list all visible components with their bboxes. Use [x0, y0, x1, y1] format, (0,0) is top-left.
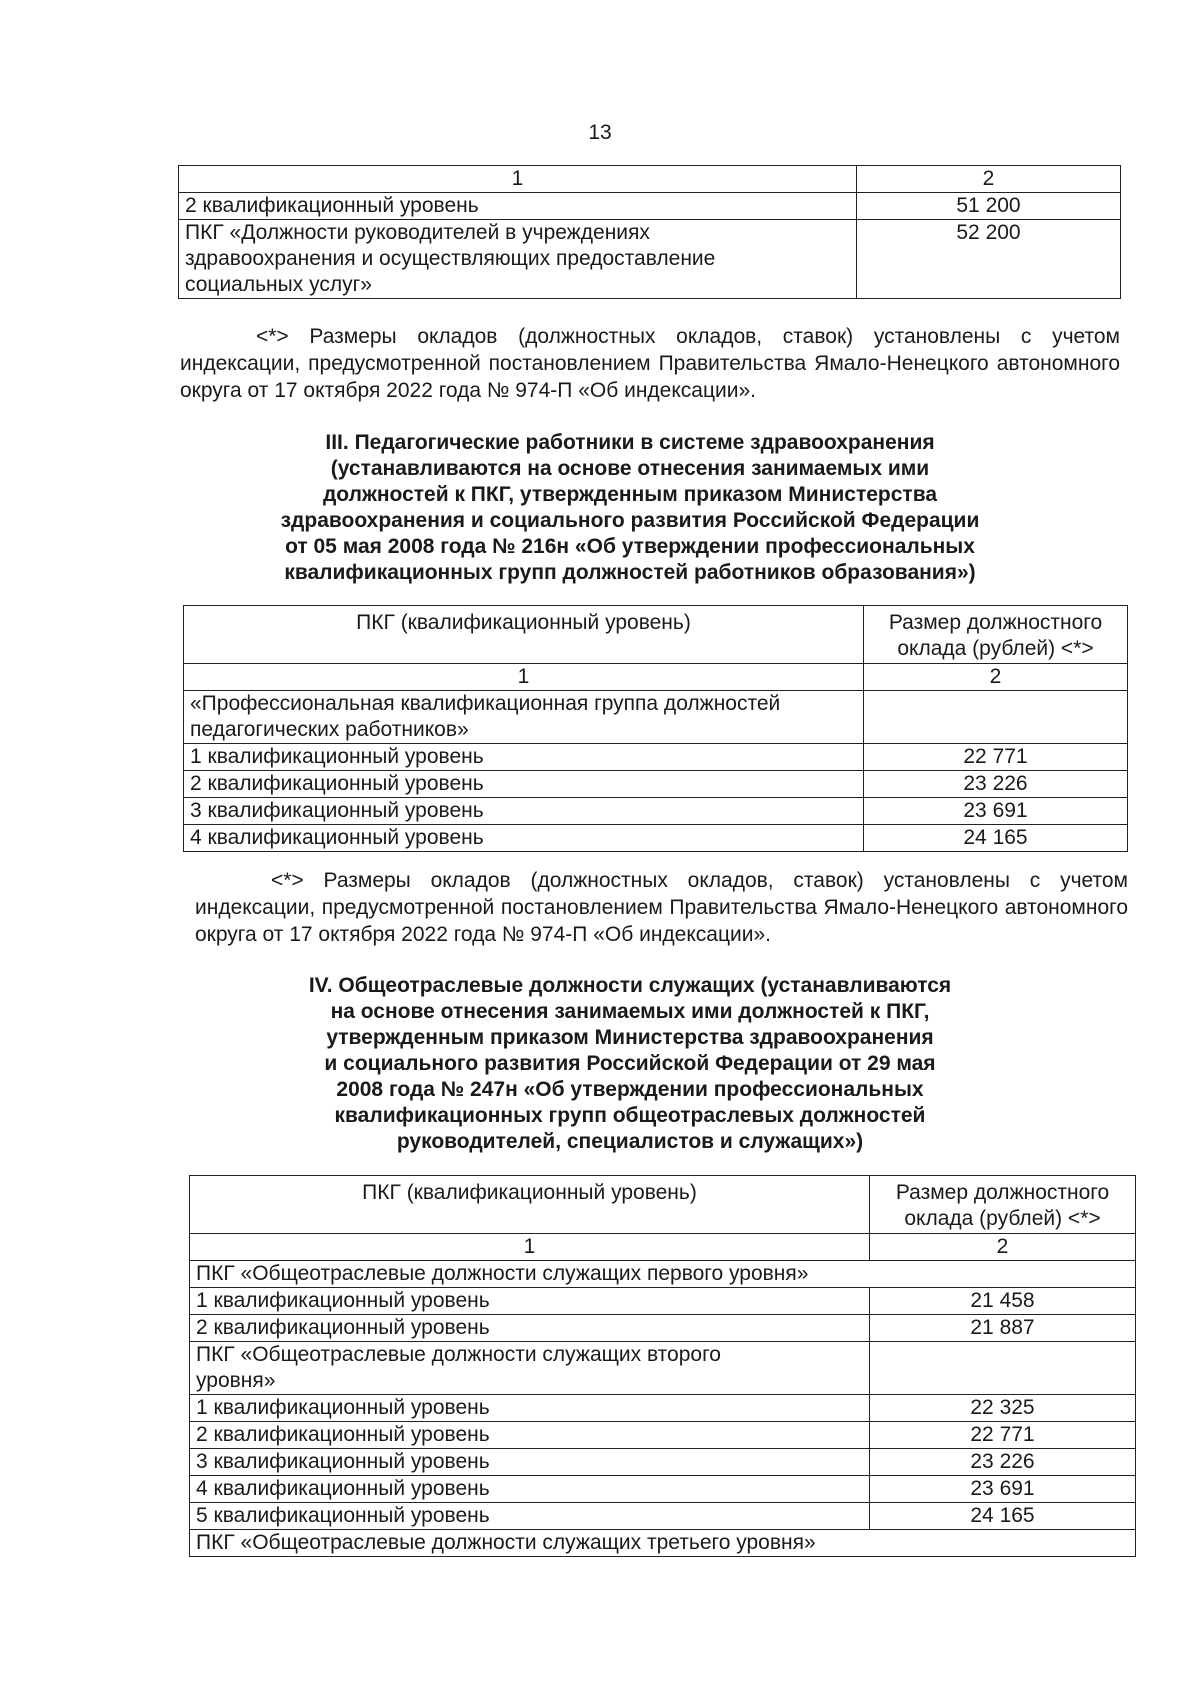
- group-label: ПКГ «Общеотраслевые должности служащих третьего уровня»: [190, 1530, 1136, 1557]
- table-row: [179, 220, 1121, 299]
- title-line: руководителей, специалистов и служащих»): [396, 1130, 864, 1153]
- table-col-number-row: [179, 166, 1121, 193]
- row-label: 2 квалификационный уровень: [184, 771, 864, 798]
- row-label: «Профессиональная квалификационная группа должностей педагогических работников»: [184, 691, 864, 744]
- title-line: квалификационных групп общеотраслевых должностей: [334, 1104, 926, 1127]
- group-row: [190, 1342, 1136, 1395]
- page-number: 13: [588, 121, 612, 144]
- general-staff-salary-table: [189, 1175, 1136, 1557]
- col-number: 1: [184, 664, 864, 691]
- row-value: 22 325: [870, 1395, 1136, 1422]
- title-line: (устанавливаются на основе отнесения занимаемых ими: [330, 457, 930, 480]
- row-value: 22 771: [864, 744, 1128, 771]
- group-row: [190, 1261, 1136, 1288]
- col-number: 1: [179, 166, 857, 193]
- empty-cell: [870, 1342, 1136, 1395]
- col-number: 2: [870, 1234, 1136, 1261]
- table-header-row: [184, 606, 1128, 664]
- table-row: [190, 1476, 1136, 1503]
- row-value: 24 165: [864, 825, 1128, 852]
- footnote-indexation: <*> Размеры окладов (должностных окладов, ставок) установлены с учетом индексации, предусмотренной постановлением Правительства Ямало-Ненецкого автономного округа от 17 октября 2022 года № 974-П «Об индексации».: [180, 325, 1120, 402]
- row-label: 3 квалификационный уровень: [184, 798, 864, 825]
- table-row: [190, 1288, 1136, 1315]
- table-header-row: [190, 1176, 1136, 1234]
- row-value: 23 691: [864, 798, 1128, 825]
- table-row: [184, 825, 1128, 852]
- row-label: 4 квалификационный уровень: [190, 1476, 870, 1503]
- col-number: 2: [864, 664, 1128, 691]
- table-row: [190, 1395, 1136, 1422]
- section-3-title: [200, 430, 1060, 586]
- row-value: 24 165: [870, 1503, 1136, 1530]
- section-4-title: [240, 973, 1020, 1155]
- header-qualification: ПКГ (квалификационный уровень): [184, 606, 864, 664]
- title-line: и социального развития Российской Федерации от 29 мая: [324, 1052, 936, 1075]
- row-label: 1 квалификационный уровень: [190, 1395, 870, 1422]
- footnote-indexation: <*> Размеры окладов (должностных окладов, ставок) установлены с учетом индексации, предусмотренной постановлением Правительства Ямало-Ненецкого автономного округа от 17 октября 2022 года № 974-П «Об индексации».: [195, 869, 1128, 946]
- table-row: [184, 798, 1128, 825]
- table-row: [184, 691, 1128, 744]
- pedagogical-salary-table: [183, 605, 1128, 852]
- row-label: 2 квалификационный уровень: [190, 1422, 870, 1449]
- row-value: 21 458: [870, 1288, 1136, 1315]
- row-label: 5 квалификационный уровень: [190, 1503, 870, 1530]
- table-row: [184, 771, 1128, 798]
- row-label: 2 квалификационный уровень: [190, 1315, 870, 1342]
- group-row: [190, 1530, 1136, 1557]
- table-row: [179, 193, 1121, 220]
- title-line: III. Педагогические работники в системе здравоохранения: [325, 431, 935, 454]
- title-line: здравоохранения и социального развития Российской Федерации: [280, 509, 980, 532]
- row-label: 3 квалификационный уровень: [190, 1449, 870, 1476]
- table-col-number-row: [190, 1234, 1136, 1261]
- header-salary: Размер должностного оклада (рублей) <*>: [870, 1176, 1136, 1234]
- header-qualification: ПКГ (квалификационный уровень): [190, 1176, 870, 1234]
- title-line: IV. Общеотраслевые должности служащих (устанавливаются: [308, 974, 952, 997]
- row-label: 1 квалификационный уровень: [184, 744, 864, 771]
- title-line: утвержденным приказом Министерства здравоохранения: [326, 1026, 934, 1049]
- row-value: 22 771: [870, 1422, 1136, 1449]
- table-row: [190, 1422, 1136, 1449]
- group-label: ПКГ «Общеотраслевые должности служащих первого уровня»: [190, 1261, 1136, 1288]
- row-value: 52 200: [857, 220, 1121, 299]
- row-label: 1 квалификационный уровень: [190, 1288, 870, 1315]
- row-label: 2 квалификационный уровень: [179, 193, 857, 220]
- table-row: [184, 744, 1128, 771]
- header-salary: Размер должностного оклада (рублей) <*>: [864, 606, 1128, 664]
- row-label: 4 квалификационный уровень: [184, 825, 864, 852]
- table-row: [190, 1503, 1136, 1530]
- title-line: 2008 года № 247н «Об утверждении профессиональных: [336, 1078, 924, 1101]
- row-value: 23 691: [870, 1476, 1136, 1503]
- title-line: от 05 мая 2008 года № 216н «Об утверждении профессиональных: [285, 535, 975, 558]
- col-number: 2: [857, 166, 1121, 193]
- table-col-number-row: [184, 664, 1128, 691]
- table-row: [190, 1449, 1136, 1476]
- row-value: 23 226: [864, 771, 1128, 798]
- row-value: 21 887: [870, 1315, 1136, 1342]
- title-line: на основе отнесения занимаемых ими должностей к ПКГ,: [330, 1000, 930, 1023]
- table-row: [190, 1315, 1136, 1342]
- row-value: 51 200: [857, 193, 1121, 220]
- title-line: должностей к ПКГ, утвержденным приказом Министерства: [322, 483, 938, 506]
- col-number: 1: [190, 1234, 870, 1261]
- row-label: ПКГ «Должности руководителей в учреждениях здравоохранения и осуществляющих предоставление социальных услуг»: [179, 220, 857, 299]
- row-value: 23 226: [870, 1449, 1136, 1476]
- row-value: [864, 691, 1128, 744]
- group-label: ПКГ «Общеотраслевые должности служащих второго уровня»: [190, 1342, 870, 1395]
- title-line: квалификационных групп должностей работников образования»): [284, 561, 976, 584]
- salary-table-continuation: [178, 165, 1121, 299]
